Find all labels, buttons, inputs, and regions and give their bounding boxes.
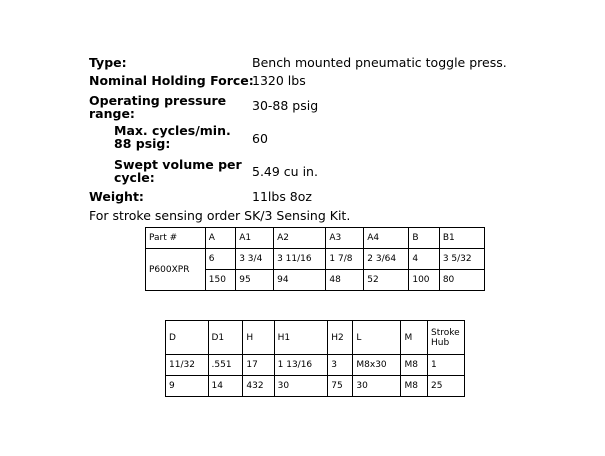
table-cell: 30 <box>274 376 328 397</box>
table-cell: 30 <box>353 376 401 397</box>
type-label: Type: <box>89 55 127 70</box>
table-cell: 6 <box>205 249 235 270</box>
weight-value: 11lbs 8oz <box>252 189 312 204</box>
table-header-row <box>166 321 465 355</box>
table-cell: 52 <box>364 270 409 291</box>
table-cell: 3 5/32 <box>439 249 484 270</box>
table-cell: 48 <box>326 270 364 291</box>
table-header-cell: L <box>353 321 401 355</box>
table-header-cell: Stroke Hub <box>428 321 465 355</box>
table-row <box>146 249 485 270</box>
table-header-cell: H1 <box>274 321 328 355</box>
force-label: Nominal Holding Force: <box>89 73 254 88</box>
swept-value: 5.49 cu in. <box>252 164 318 179</box>
table-header-cell: A <box>205 228 235 249</box>
table-cell: 25 <box>428 376 465 397</box>
force-value: 1320 lbs <box>252 73 306 88</box>
pressure-label-line2: range: <box>89 106 135 121</box>
part-number-cell: P600XPR <box>146 249 206 291</box>
table-header-cell: A4 <box>364 228 409 249</box>
table-cell: 80 <box>439 270 484 291</box>
table-cell: M8x30 <box>353 355 401 376</box>
table-header-cell: B <box>409 228 439 249</box>
table-cell: .551 <box>208 355 243 376</box>
cycles-label-line1: Max. cycles/min. <box>114 123 231 138</box>
pressure-value: 30-88 psig <box>252 98 319 113</box>
cycles-value: 60 <box>252 131 268 146</box>
table-header-cell: D <box>166 321 209 355</box>
weight-label: Weight: <box>89 189 144 204</box>
table-cell: 150 <box>205 270 235 291</box>
table-cell: 94 <box>274 270 326 291</box>
dimensions-table-1 <box>145 227 485 291</box>
sensing-kit-note: For stroke sensing order SK/3 Sensing Kit. <box>89 208 351 223</box>
table-cell: 3 <box>328 355 353 376</box>
table-cell: 100 <box>409 270 439 291</box>
table-header-cell: D1 <box>208 321 243 355</box>
table-cell: M8 <box>401 376 428 397</box>
table-cell: 4 <box>409 249 439 270</box>
table-header-row <box>146 228 485 249</box>
table-cell: 75 <box>328 376 353 397</box>
table-header-cell: A3 <box>326 228 364 249</box>
table-row <box>166 376 465 397</box>
table-cell: 11/32 <box>166 355 209 376</box>
type-value: Bench mounted pneumatic toggle press. <box>252 55 507 70</box>
table-cell: 17 <box>243 355 274 376</box>
dimensions-table-2 <box>165 320 465 397</box>
swept-label-line2: cycle: <box>114 170 155 185</box>
table-cell: 95 <box>236 270 274 291</box>
cycles-label-line2: 88 psig: <box>114 136 171 151</box>
table-cell: 2 3/64 <box>364 249 409 270</box>
table-cell: 432 <box>243 376 274 397</box>
table-row <box>166 355 465 376</box>
table-header-cell: H <box>243 321 274 355</box>
table-header-cell: B1 <box>439 228 484 249</box>
swept-label-line1: Swept volume per <box>114 157 242 172</box>
table-cell: 3 11/16 <box>274 249 326 270</box>
table-cell: 3 3/4 <box>236 249 274 270</box>
table-header-cell: M <box>401 321 428 355</box>
table-header-cell: A2 <box>274 228 326 249</box>
table-cell: 9 <box>166 376 209 397</box>
table-cell: 1 <box>428 355 465 376</box>
table-header-cell: H2 <box>328 321 353 355</box>
pressure-label-line1: Operating pressure <box>89 93 227 108</box>
table-cell: 1 7/8 <box>326 249 364 270</box>
table-cell: 14 <box>208 376 243 397</box>
table-cell: M8 <box>401 355 428 376</box>
table-cell: 1 13/16 <box>274 355 328 376</box>
table-header-cell: A1 <box>236 228 274 249</box>
table-header-cell: Part # <box>146 228 206 249</box>
